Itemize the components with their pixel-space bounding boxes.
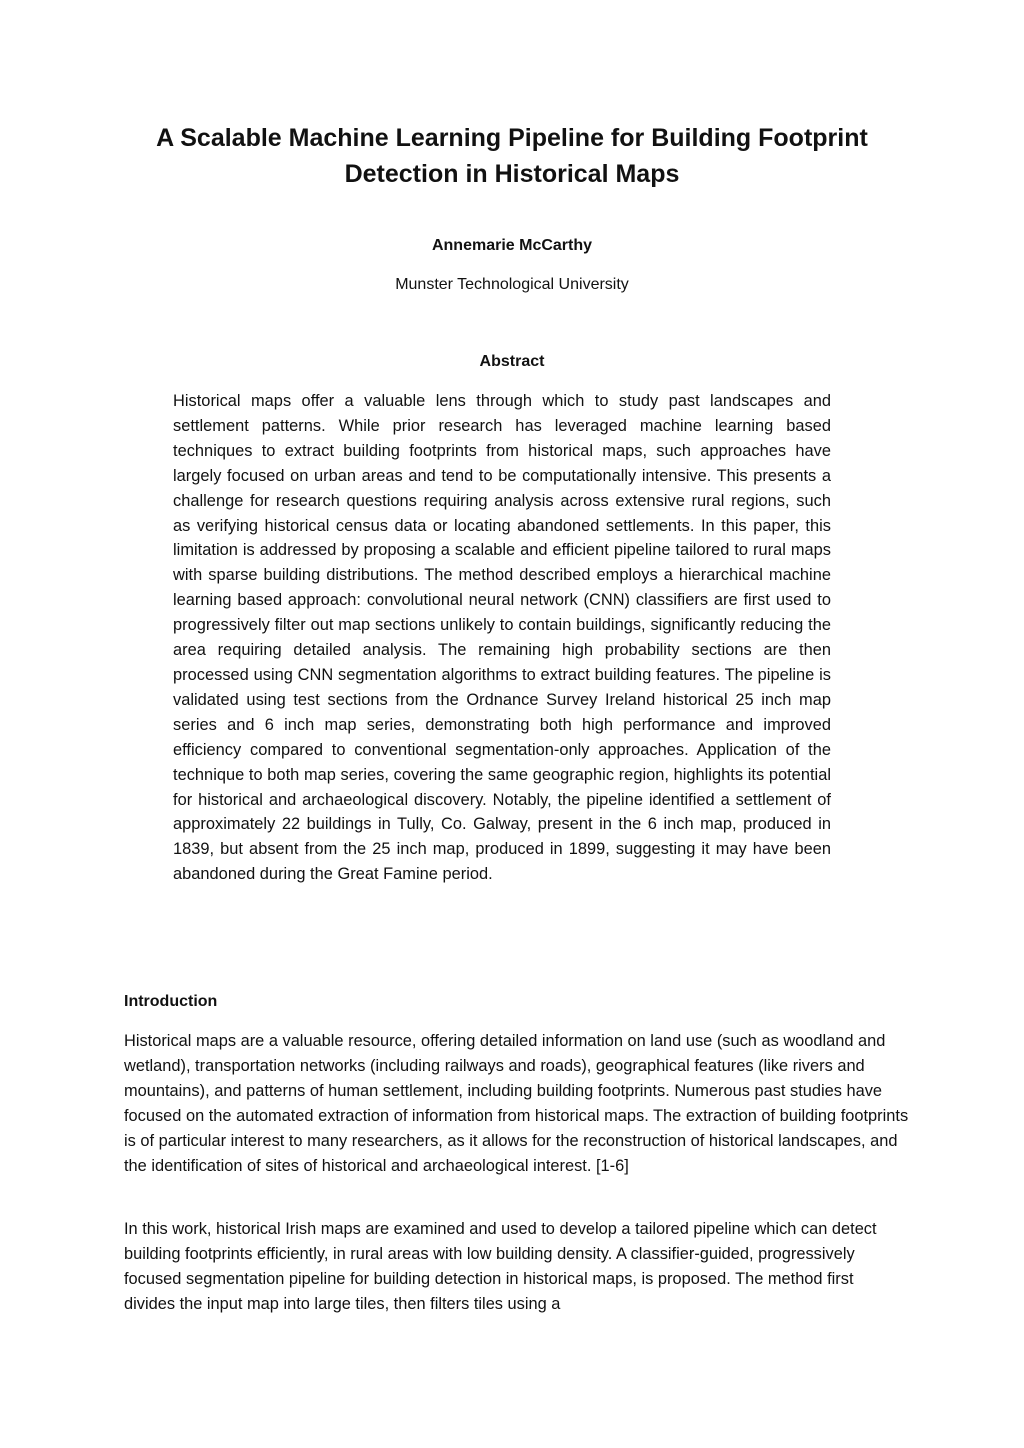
paper-title: A Scalable Machine Learning Pipeline for Building Footprint Detection in Historical Maps <box>156 124 868 188</box>
introduction-paragraph-2: In this work, historical Irish maps are examined and used to develop a tailored pipeline which can detect building footprints efficiently, in rural areas with low building density. A classifier-guided, progressively focused segmentation pipeline for building detection in historical maps, is proposed. The method first divides the input map into large tiles, then filters tiles using a <box>124 1220 877 1313</box>
abstract-body: Historical maps offer a valuable lens through which to study past landscapes and settlement patterns. While prior research has leveraged machine learning based techniques to extract building footprints from historical maps, such approaches have largely focused on urban areas and tend to be computationally intensive. This presents a challenge for research questions requiring analysis across extensive rural regions, such as verifying historical census data or locating abandoned settlements. In this paper, this limitation is addressed by proposing a scalable and efficient pipeline tailored to rural maps with sparse building distributions. The method described employs a hierarchical machine learning based approach: convolutional neural network (CNN) classifiers are first used to progressively filter out map sections unlikely to contain buildings, significantly reducing the area requiring detailed analysis. The remaining high probability sections are then processed using CNN segmentation algorithms to extract building features. The pipeline is validated using test sections from the Ordnance Survey Ireland historical 25 inch map series and 6 inch map series, demonstrating both high performance and improved efficiency compared to conventional segmentation-only approaches. Application of the technique to both map series, covering the same geographic region, highlights its potential for historical and archaeological discovery. Notably, the pipeline identified a settlement of approximately 22 buildings in Tully, Co. Galway, present in the 6 inch map, produced in 1839, but absent from the 25 inch map, produced in 1899, suggesting it may have been abandoned during the Great Famine period. <box>173 392 831 884</box>
author-affiliation: Munster Technological University <box>395 276 629 293</box>
introduction-paragraph-1: Historical maps are a valuable resource, offering detailed information on land use (such as woodland and wetland), transportation networks (including railways and roads), geographical features (like rivers and mountains), and patterns of human settlement, including building footprints. Numerous past studies have focused on the automated extraction of information from historical maps. The extraction of building footprints is of particular interest to many researchers, as it allows for the reconstruction of historical landscapes, and the identification of sites of historical and archaeological interest. [1-6] <box>124 1032 909 1175</box>
author-name: Annemarie McCarthy <box>431 237 593 254</box>
abstract-heading: Abstract <box>479 353 545 370</box>
introduction-heading: Introduction <box>124 993 218 1010</box>
